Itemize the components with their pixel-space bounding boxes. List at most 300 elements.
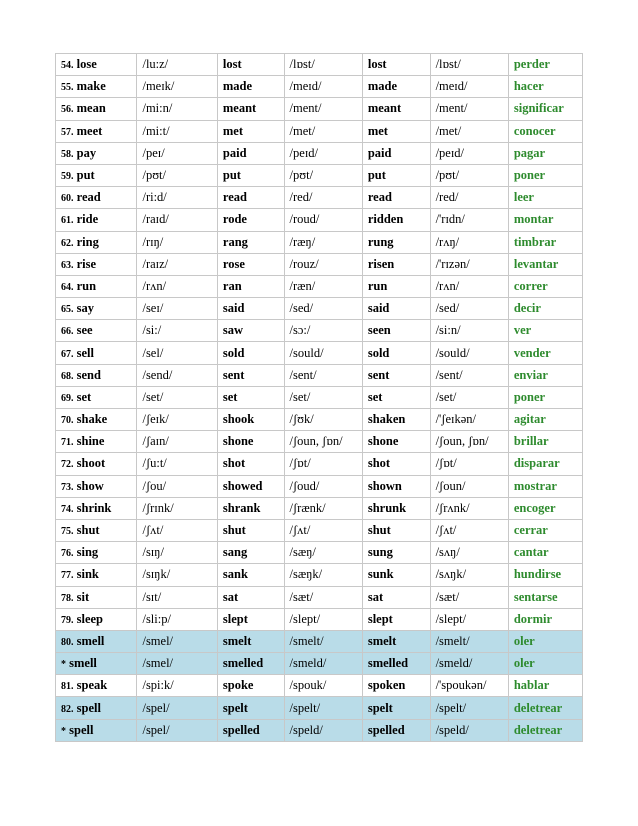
verb-ipa: /sɪŋk/ bbox=[137, 564, 217, 586]
past-simple: read bbox=[217, 187, 284, 209]
verb-row bbox=[56, 142, 583, 164]
verb-infinitive: see bbox=[76, 323, 93, 338]
past-participle: shot bbox=[362, 453, 430, 475]
verb-cell bbox=[56, 475, 137, 497]
past-simple: spelled bbox=[217, 719, 284, 741]
verb-cell bbox=[56, 542, 137, 564]
past-simple-ipa: /sent/ bbox=[284, 364, 362, 386]
verb-ipa: /sɪŋ/ bbox=[137, 542, 217, 564]
past-simple: rang bbox=[217, 231, 284, 253]
spanish-translation: mostrar bbox=[508, 475, 582, 497]
spanish-translation: levantar bbox=[508, 253, 582, 275]
past-participle: slept bbox=[362, 608, 430, 630]
verb-cell bbox=[56, 253, 137, 275]
past-participle-ipa: /spelt/ bbox=[430, 697, 508, 719]
verb-cell bbox=[56, 453, 137, 475]
verb-cell bbox=[56, 142, 137, 164]
past-participle-ipa: /set/ bbox=[430, 386, 508, 408]
verb-cell bbox=[56, 608, 137, 630]
verb-ipa: /spi:k/ bbox=[137, 675, 217, 697]
verb-infinitive: put bbox=[76, 168, 95, 183]
verb-infinitive: run bbox=[76, 278, 97, 293]
verb-ipa: /smel/ bbox=[137, 630, 217, 652]
past-participle-ipa: /sʌŋk/ bbox=[430, 564, 508, 586]
verb-number: 62. bbox=[61, 237, 74, 249]
verb-cell bbox=[56, 697, 137, 719]
verb-row bbox=[56, 209, 583, 231]
past-simple-ipa: /smelt/ bbox=[284, 630, 362, 652]
verb-cell bbox=[56, 630, 137, 652]
past-simple-ipa: /ʃʌt/ bbox=[284, 519, 362, 541]
verb-infinitive: sell bbox=[76, 345, 94, 360]
verb-cell bbox=[56, 653, 137, 675]
verb-cell bbox=[56, 497, 137, 519]
verb-cell bbox=[56, 564, 137, 586]
past-participle: spelled bbox=[362, 719, 430, 741]
past-simple-ipa: /sed/ bbox=[284, 298, 362, 320]
verb-number: 66. bbox=[61, 326, 74, 338]
verb-ipa: /rʌn/ bbox=[137, 275, 217, 297]
verb-row bbox=[56, 542, 583, 564]
past-participle: put bbox=[362, 164, 430, 186]
past-simple-ipa: /sæŋ/ bbox=[284, 542, 362, 564]
verb-number: 68. bbox=[61, 370, 74, 382]
past-simple-ipa: /slept/ bbox=[284, 608, 362, 630]
verb-cell bbox=[56, 586, 137, 608]
verb-ipa: /ʃu:t/ bbox=[137, 453, 217, 475]
past-simple: said bbox=[217, 298, 284, 320]
past-simple-ipa: /ment/ bbox=[284, 98, 362, 120]
past-participle: read bbox=[362, 187, 430, 209]
verb-ipa: /seɪ/ bbox=[137, 298, 217, 320]
past-participle-ipa: /ʃoun/ bbox=[430, 475, 508, 497]
spanish-translation: disparar bbox=[508, 453, 582, 475]
verb-infinitive: pay bbox=[76, 145, 97, 160]
past-simple: showed bbox=[217, 475, 284, 497]
past-simple: sang bbox=[217, 542, 284, 564]
past-simple: saw bbox=[217, 320, 284, 342]
past-simple: meant bbox=[217, 98, 284, 120]
past-participle-ipa: /'rɪdn/ bbox=[430, 209, 508, 231]
past-participle: risen bbox=[362, 253, 430, 275]
verb-ipa: /set/ bbox=[137, 386, 217, 408]
past-simple-ipa: /ʃoud/ bbox=[284, 475, 362, 497]
verb-number: 73. bbox=[61, 481, 74, 493]
verb-number: 79. bbox=[61, 614, 74, 626]
verb-infinitive: smell bbox=[76, 633, 105, 648]
verb-cell bbox=[56, 675, 137, 697]
verb-row bbox=[56, 564, 583, 586]
verb-ipa: /spel/ bbox=[137, 697, 217, 719]
past-simple: spelt bbox=[217, 697, 284, 719]
spanish-translation: hacer bbox=[508, 76, 582, 98]
verb-ipa: /sɪt/ bbox=[137, 586, 217, 608]
verb-ipa: /ri:d/ bbox=[137, 187, 217, 209]
past-simple-ipa: /ʃoun, ʃɒn/ bbox=[284, 431, 362, 453]
past-participle: shown bbox=[362, 475, 430, 497]
past-participle: shrunk bbox=[362, 497, 430, 519]
past-participle-ipa: /ʃrʌnk/ bbox=[430, 497, 508, 519]
past-participle-ipa: /'spoukən/ bbox=[430, 675, 508, 697]
verb-infinitive: lose bbox=[76, 57, 97, 72]
verb-row bbox=[56, 608, 583, 630]
verb-cell bbox=[56, 98, 137, 120]
past-participle: shaken bbox=[362, 409, 430, 431]
spanish-translation: pagar bbox=[508, 142, 582, 164]
verb-row bbox=[56, 342, 583, 364]
past-participle: spelt bbox=[362, 697, 430, 719]
verb-number: 60. bbox=[61, 193, 74, 205]
spanish-translation: poner bbox=[508, 164, 582, 186]
past-simple-ipa: /sæt/ bbox=[284, 586, 362, 608]
past-participle-ipa: /peɪd/ bbox=[430, 142, 508, 164]
verb-cell bbox=[56, 164, 137, 186]
spanish-translation: vender bbox=[508, 342, 582, 364]
verb-cell bbox=[56, 519, 137, 541]
verb-number: 59. bbox=[61, 171, 74, 183]
verb-infinitive: speak bbox=[76, 678, 108, 693]
past-participle: made bbox=[362, 76, 430, 98]
past-simple-ipa: /ʃʊk/ bbox=[284, 409, 362, 431]
past-participle-ipa: /ʃoun, ʃɒn/ bbox=[430, 431, 508, 453]
past-simple: sank bbox=[217, 564, 284, 586]
verb-infinitive: smell bbox=[69, 656, 97, 671]
verb-row bbox=[56, 298, 583, 320]
past-simple: paid bbox=[217, 142, 284, 164]
past-simple: rose bbox=[217, 253, 284, 275]
spanish-translation: cerrar bbox=[508, 519, 582, 541]
past-participle-ipa: /speld/ bbox=[430, 719, 508, 741]
past-simple: sent bbox=[217, 364, 284, 386]
verb-infinitive: send bbox=[76, 367, 101, 382]
past-simple: made bbox=[217, 76, 284, 98]
verb-infinitive: rise bbox=[76, 256, 97, 271]
past-participle: sat bbox=[362, 586, 430, 608]
verb-ipa: /raɪz/ bbox=[137, 253, 217, 275]
verb-number: 80. bbox=[61, 636, 74, 648]
verb-infinitive: shut bbox=[76, 523, 100, 538]
verb-infinitive: say bbox=[76, 301, 94, 316]
verb-infinitive: make bbox=[76, 79, 106, 94]
verb-ipa: /ʃou/ bbox=[137, 475, 217, 497]
verb-ipa: /raɪd/ bbox=[137, 209, 217, 231]
verb-number: * bbox=[61, 725, 66, 737]
spanish-translation: oler bbox=[508, 630, 582, 652]
verb-row bbox=[56, 475, 583, 497]
spanish-translation: agitar bbox=[508, 409, 582, 431]
past-simple-ipa: /ræŋ/ bbox=[284, 231, 362, 253]
past-participle-ipa: /met/ bbox=[430, 120, 508, 142]
verb-ipa: /pʊt/ bbox=[137, 164, 217, 186]
verb-row bbox=[56, 586, 583, 608]
verb-number: * bbox=[61, 659, 66, 671]
verb-cell bbox=[56, 409, 137, 431]
verb-number: 77. bbox=[61, 570, 74, 582]
verb-ipa: /ʃeɪk/ bbox=[137, 409, 217, 431]
verb-ipa: /smel/ bbox=[137, 653, 217, 675]
verb-infinitive: sit bbox=[76, 589, 90, 604]
spanish-translation: ver bbox=[508, 320, 582, 342]
verb-cell bbox=[56, 275, 137, 297]
spanish-translation: deletrear bbox=[508, 697, 582, 719]
spanish-translation: deletrear bbox=[508, 719, 582, 741]
spanish-translation: cantar bbox=[508, 542, 582, 564]
past-simple-ipa: /smeld/ bbox=[284, 653, 362, 675]
verb-ipa: /meɪk/ bbox=[137, 76, 217, 98]
past-simple: spoke bbox=[217, 675, 284, 697]
past-simple-ipa: /sæŋk/ bbox=[284, 564, 362, 586]
verb-number: 54. bbox=[61, 60, 74, 72]
verb-number: 56. bbox=[61, 104, 74, 116]
past-participle-ipa: /sæt/ bbox=[430, 586, 508, 608]
verb-cell bbox=[56, 431, 137, 453]
verb-number: 67. bbox=[61, 348, 74, 360]
verb-number: 63. bbox=[61, 259, 74, 271]
verb-infinitive: shine bbox=[76, 434, 105, 449]
spanish-translation: encoger bbox=[508, 497, 582, 519]
verb-infinitive: show bbox=[76, 478, 104, 493]
verb-row bbox=[56, 697, 583, 719]
verb-row bbox=[56, 187, 583, 209]
past-simple-ipa: /red/ bbox=[284, 187, 362, 209]
past-participle-ipa: /sʌŋ/ bbox=[430, 542, 508, 564]
past-participle-ipa: /'rɪzən/ bbox=[430, 253, 508, 275]
past-simple: shut bbox=[217, 519, 284, 541]
verb-row bbox=[56, 453, 583, 475]
verb-infinitive: ring bbox=[76, 234, 99, 249]
spanish-translation: brillar bbox=[508, 431, 582, 453]
verb-row bbox=[56, 120, 583, 142]
verb-infinitive: sink bbox=[76, 567, 99, 582]
past-participle: ridden bbox=[362, 209, 430, 231]
past-participle-ipa: /slept/ bbox=[430, 608, 508, 630]
verb-row bbox=[56, 320, 583, 342]
past-participle-ipa: /ʃɒt/ bbox=[430, 453, 508, 475]
past-simple: smelt bbox=[217, 630, 284, 652]
verb-row bbox=[56, 98, 583, 120]
verb-cell bbox=[56, 320, 137, 342]
verb-row bbox=[56, 253, 583, 275]
past-participle-ipa: /'ʃeɪkən/ bbox=[430, 409, 508, 431]
past-simple-ipa: /set/ bbox=[284, 386, 362, 408]
spanish-translation: dormir bbox=[508, 608, 582, 630]
past-participle-ipa: /red/ bbox=[430, 187, 508, 209]
past-simple-ipa: /spouk/ bbox=[284, 675, 362, 697]
verb-number: 71. bbox=[61, 437, 74, 449]
spanish-translation: poner bbox=[508, 386, 582, 408]
verb-ipa: /mi:t/ bbox=[137, 120, 217, 142]
verb-cell bbox=[56, 364, 137, 386]
past-participle: paid bbox=[362, 142, 430, 164]
verb-row bbox=[56, 54, 583, 76]
verb-ipa: /mi:n/ bbox=[137, 98, 217, 120]
verb-ipa: /peɪ/ bbox=[137, 142, 217, 164]
past-simple: ran bbox=[217, 275, 284, 297]
verb-number: 72. bbox=[61, 459, 74, 471]
verb-cell bbox=[56, 76, 137, 98]
verb-cell bbox=[56, 342, 137, 364]
verb-ipa: /sel/ bbox=[137, 342, 217, 364]
past-participle-ipa: /pʊt/ bbox=[430, 164, 508, 186]
past-simple-ipa: /lɒst/ bbox=[284, 54, 362, 76]
past-simple-ipa: /met/ bbox=[284, 120, 362, 142]
verb-number: 65. bbox=[61, 304, 74, 316]
verb-ipa: /si:/ bbox=[137, 320, 217, 342]
verb-row bbox=[56, 719, 583, 741]
verb-ipa: /rɪŋ/ bbox=[137, 231, 217, 253]
verb-ipa: /ʃʌt/ bbox=[137, 519, 217, 541]
verb-cell bbox=[56, 120, 137, 142]
spanish-translation: significar bbox=[508, 98, 582, 120]
spanish-translation: hundirse bbox=[508, 564, 582, 586]
spanish-translation: oler bbox=[508, 653, 582, 675]
past-simple-ipa: /meɪd/ bbox=[284, 76, 362, 98]
verb-number: 70. bbox=[61, 415, 74, 427]
past-participle: sent bbox=[362, 364, 430, 386]
past-simple: set bbox=[217, 386, 284, 408]
past-simple: sat bbox=[217, 586, 284, 608]
verb-ipa: /lu:z/ bbox=[137, 54, 217, 76]
verb-number: 64. bbox=[61, 281, 74, 293]
past-participle-ipa: /smelt/ bbox=[430, 630, 508, 652]
past-participle-ipa: /sent/ bbox=[430, 364, 508, 386]
verb-cell bbox=[56, 298, 137, 320]
verb-ipa: /sli:p/ bbox=[137, 608, 217, 630]
verb-infinitive: shrink bbox=[76, 500, 112, 515]
spanish-translation: sentarse bbox=[508, 586, 582, 608]
past-participle-ipa: /rʌn/ bbox=[430, 275, 508, 297]
verb-row bbox=[56, 497, 583, 519]
past-simple: rode bbox=[217, 209, 284, 231]
past-participle: sold bbox=[362, 342, 430, 364]
past-simple-ipa: /spelt/ bbox=[284, 697, 362, 719]
spanish-translation: timbrar bbox=[508, 231, 582, 253]
past-participle: said bbox=[362, 298, 430, 320]
past-participle: meant bbox=[362, 98, 430, 120]
past-participle: sung bbox=[362, 542, 430, 564]
verb-number: 55. bbox=[61, 82, 74, 94]
past-simple-ipa: /speld/ bbox=[284, 719, 362, 741]
past-participle: met bbox=[362, 120, 430, 142]
past-participle-ipa: /smeld/ bbox=[430, 653, 508, 675]
past-simple-ipa: /ʃɒt/ bbox=[284, 453, 362, 475]
verb-row bbox=[56, 76, 583, 98]
verb-row bbox=[56, 409, 583, 431]
past-participle-ipa: /meɪd/ bbox=[430, 76, 508, 98]
verb-ipa: /send/ bbox=[137, 364, 217, 386]
past-simple: put bbox=[217, 164, 284, 186]
past-participle-ipa: /si:n/ bbox=[430, 320, 508, 342]
past-simple-ipa: /roud/ bbox=[284, 209, 362, 231]
verbs-table-body bbox=[56, 54, 583, 742]
verb-cell bbox=[56, 54, 137, 76]
verb-infinitive: spell bbox=[76, 700, 101, 715]
past-simple: met bbox=[217, 120, 284, 142]
verb-number: 76. bbox=[61, 548, 74, 560]
past-participle: seen bbox=[362, 320, 430, 342]
past-participle: smelled bbox=[362, 653, 430, 675]
verb-infinitive: shake bbox=[76, 412, 108, 427]
verb-ipa: /ʃrɪnk/ bbox=[137, 497, 217, 519]
past-simple: slept bbox=[217, 608, 284, 630]
verb-number: 78. bbox=[61, 592, 74, 604]
verb-infinitive: sing bbox=[76, 545, 99, 560]
verb-number: 81. bbox=[61, 681, 74, 693]
past-simple-ipa: /ʃrænk/ bbox=[284, 497, 362, 519]
past-participle: sunk bbox=[362, 564, 430, 586]
verb-row bbox=[56, 519, 583, 541]
past-simple: shot bbox=[217, 453, 284, 475]
past-participle: rung bbox=[362, 231, 430, 253]
spanish-translation: perder bbox=[508, 54, 582, 76]
verb-row bbox=[56, 275, 583, 297]
irregular-verbs-table bbox=[55, 53, 583, 742]
past-participle: shone bbox=[362, 431, 430, 453]
verb-number: 57. bbox=[61, 126, 74, 138]
spanish-translation: hablar bbox=[508, 675, 582, 697]
past-simple: smelled bbox=[217, 653, 284, 675]
spanish-translation: montar bbox=[508, 209, 582, 231]
past-simple: shrank bbox=[217, 497, 284, 519]
past-participle-ipa: /sould/ bbox=[430, 342, 508, 364]
verb-row bbox=[56, 653, 583, 675]
spanish-translation: conocer bbox=[508, 120, 582, 142]
past-simple: shone bbox=[217, 431, 284, 453]
verb-ipa: /ʃaɪn/ bbox=[137, 431, 217, 453]
verb-infinitive: sleep bbox=[76, 611, 104, 626]
verb-number: 58. bbox=[61, 148, 74, 160]
spanish-translation: enviar bbox=[508, 364, 582, 386]
past-participle: lost bbox=[362, 54, 430, 76]
verb-cell bbox=[56, 231, 137, 253]
past-participle-ipa: /rʌŋ/ bbox=[430, 231, 508, 253]
verb-cell bbox=[56, 719, 137, 741]
spanish-translation: correr bbox=[508, 275, 582, 297]
verb-cell bbox=[56, 209, 137, 231]
verb-number: 69. bbox=[61, 392, 74, 404]
past-simple-ipa: /rouz/ bbox=[284, 253, 362, 275]
verb-row bbox=[56, 231, 583, 253]
past-simple: lost bbox=[217, 54, 284, 76]
past-participle-ipa: /ʃʌt/ bbox=[430, 519, 508, 541]
spanish-translation: decir bbox=[508, 298, 582, 320]
verb-number: 75. bbox=[61, 526, 74, 538]
verb-infinitive: read bbox=[76, 190, 101, 205]
verb-ipa: /spel/ bbox=[137, 719, 217, 741]
verb-row bbox=[56, 386, 583, 408]
past-participle-ipa: /lɒst/ bbox=[430, 54, 508, 76]
verb-infinitive: ride bbox=[76, 212, 99, 227]
past-simple-ipa: /peɪd/ bbox=[284, 142, 362, 164]
past-simple-ipa: /ræn/ bbox=[284, 275, 362, 297]
verb-number: 74. bbox=[61, 503, 74, 515]
past-simple: shook bbox=[217, 409, 284, 431]
past-participle: shut bbox=[362, 519, 430, 541]
verb-row bbox=[56, 431, 583, 453]
verb-cell bbox=[56, 386, 137, 408]
verb-number: 82. bbox=[61, 703, 74, 715]
verb-infinitive: spell bbox=[69, 722, 94, 737]
spanish-translation: leer bbox=[508, 187, 582, 209]
verb-cell bbox=[56, 187, 137, 209]
past-participle: set bbox=[362, 386, 430, 408]
verb-infinitive: shoot bbox=[76, 456, 106, 471]
verb-number: 61. bbox=[61, 215, 74, 227]
verb-row bbox=[56, 164, 583, 186]
past-simple-ipa: /sɔ:/ bbox=[284, 320, 362, 342]
past-simple-ipa: /pʊt/ bbox=[284, 164, 362, 186]
verb-row bbox=[56, 675, 583, 697]
